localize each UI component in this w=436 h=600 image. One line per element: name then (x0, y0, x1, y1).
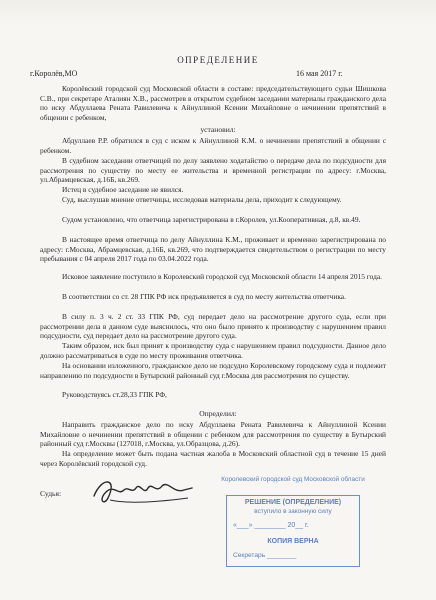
stamp-box (226, 495, 360, 567)
stamp-copy-label: КОПИЯ ВЕРНА (267, 538, 319, 545)
paragraph-basis: На основании изложенного, гражданское дело не подсудно Королевскому городскому суда и подлежит направлению по подсудности в Бутырский районный суд г.Москва для рассмотрения по существу. (40, 361, 386, 380)
paragraph-filing: Исковое заявление поступило в Королевский городской суд Московской области 14 апреля 2015 года. (62, 272, 382, 281)
judge-label: Судья: (40, 489, 62, 498)
heading-established: установил: (200, 125, 236, 134)
document-title: ОПРЕДЕЛЕНИЕ (177, 55, 259, 65)
judge-signature-icon (88, 470, 198, 515)
document-city: г.Королёв,МО (30, 69, 78, 78)
stamp-date-line: «___» ________ 20__ г. (233, 522, 309, 529)
paragraph-residence: В настоящее время ответчица по делу Айнуллина К.М., проживает и временно зарегистрирована по адресу: г.Москва, Абрамцевская, д.16Б, кв.269, что подтверждается свидетельством о регистрации по месту пребывания с 04 апреля 2017 года по 03.04.2022 года. (40, 235, 386, 263)
paragraph-guided: Руководствуясь ст.28,33 ГПК РФ, (62, 390, 167, 399)
paragraph-article-28: В соответствии со ст. 28 ГПК РФ иск предъявляется в суд по месту жительства ответчика. (62, 292, 346, 301)
stamp-secretary: Секретарь ________ (233, 552, 297, 559)
intro-paragraph: Королёвский городской суд Московской области в составе: председательствующего судьи Шишкова С.В., при секретаре Аталиян Х.В., рассмотрев в открытом судебном заседании материалы гражданского дела по иску Абдуллаева Рената Равилевича к Айнуллиной Ксении Михайловне о нечинении препятствий в общении с ребенком, (40, 84, 386, 122)
stamp-heading: РЕШЕНИЕ (ОПРЕДЕЛЕНИЕ) (244, 499, 342, 506)
appeal-paragraph: На определение может быть подана частная жалоба в Московский областной суд в течение 15 дней через Королёвский городской суд. (40, 449, 386, 468)
paragraph-registration: Судом установлено, что ответчица зарегистрирована в г.Королев, ул.Кооперативная, д.8, кв.49. (62, 215, 361, 224)
court-stamp (216, 473, 370, 569)
resolution-paragraph: Направить гражданское дело по иску Абдуллаева Рената Равилевича к Айнуллиной Ксении Михайловне о нечинении препятствий в общении с ребенком для рассмотрения по существу в Бутырский районный суд г.Москвы (127018, г.Москва, ул.Образцова, д.26). (40, 420, 386, 448)
paragraph-court-heard: Суд, выслушав мнение ответчицы, исследовав материалы дела, приходит к следующему. (62, 195, 342, 204)
paragraph-article-33: В силу п. 3 ч. 2 ст. 33 ГПК РФ, суд передает дело на рассмотрение другого суда, если при рассмотрении дела в данном суде выяснилось, что оно было принято к производству с нарушением правил подсудности, суд передает дело на рассмотрение другого суда. (40, 312, 386, 340)
stamp-status: вступило в законную силу (254, 508, 332, 515)
paragraph-claim: Абдуллаев Р.Р. обратился в суд с иском к Айнуллиной К.М. о нечинении препятствий в общении с ребенком. (40, 136, 386, 155)
scan-top-shadow (0, 0, 436, 26)
stamp-court-name: Королевский городской суд Московской области (221, 476, 365, 483)
paragraph-conclusion: Таким образом, иск был принят к производству суда с нарушением правил подсудности. Данное дело должно рассматриваться в суде по месту проживания ответчика. (40, 341, 386, 360)
paragraph-plaintiff-absent: Истец в судебное заседание не явился. (62, 185, 184, 194)
paragraph-motion: В судебном заседании ответчицей по делу заявлено ходатайство о передаче дела по подсудности для рассмотрения по существу по месту ее жительства и временной регистрации по адресу: г.Москва, ул.Абрамцевская, д.16Б, кв.269. (40, 156, 386, 184)
document-date: 16 мая 2017 г. (296, 69, 343, 78)
heading-determined: Определил: (199, 409, 237, 418)
